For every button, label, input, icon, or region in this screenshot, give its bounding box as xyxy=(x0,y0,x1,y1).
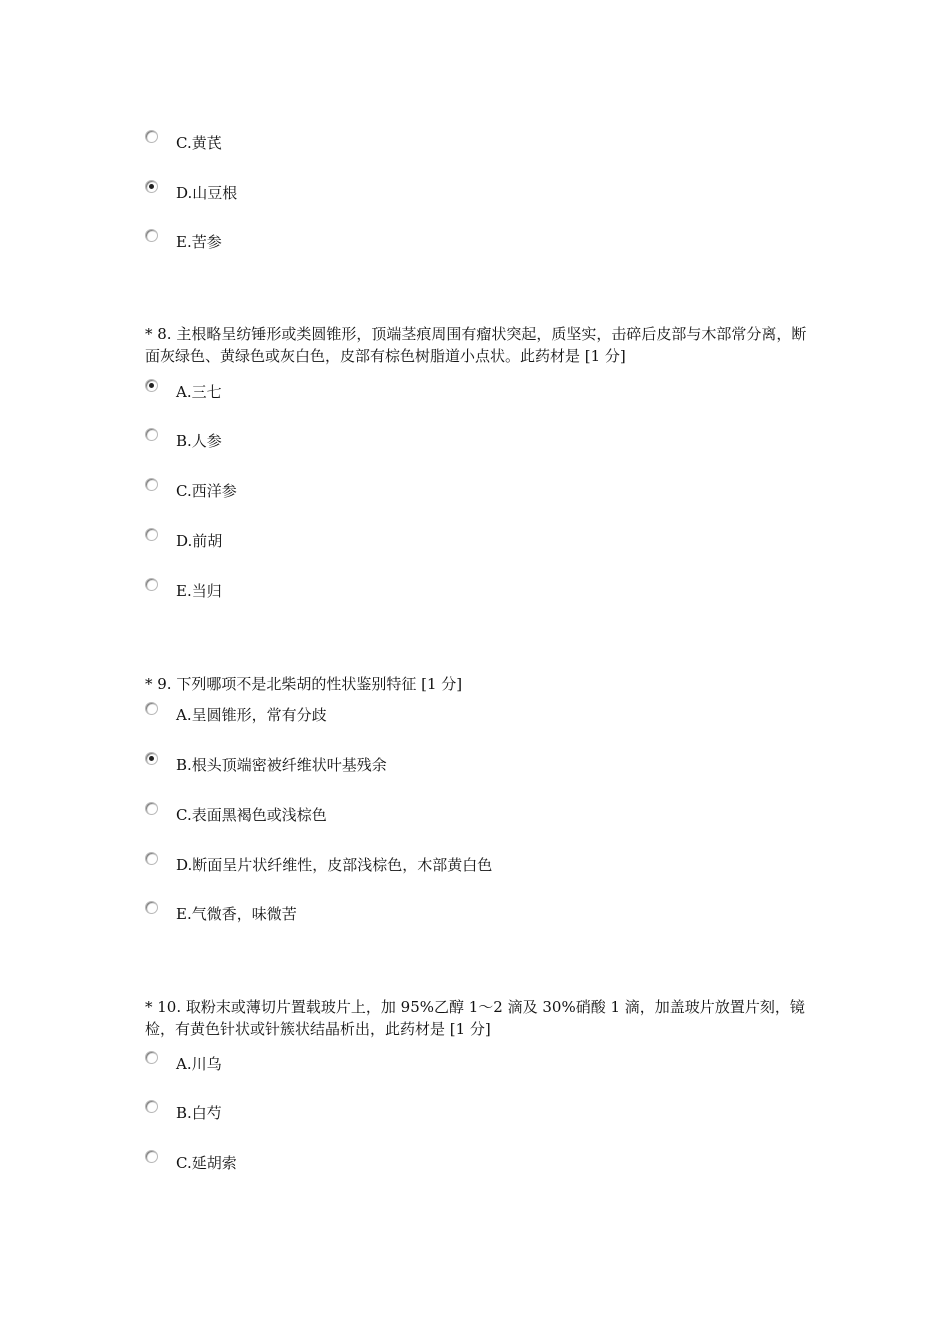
q9-option-c-radio[interactable] xyxy=(145,802,158,815)
q9-option-b-label: B.根头顶端密被纤维状叶基残余 xyxy=(176,756,387,774)
q9-option-d-radio[interactable] xyxy=(145,852,158,865)
q8-option-b-label: B.人参 xyxy=(176,432,222,450)
q8-option-e-radio[interactable] xyxy=(145,578,158,591)
q10-option-a-radio[interactable] xyxy=(145,1051,158,1064)
q10-option-c-radio[interactable] xyxy=(145,1150,158,1163)
q10-option-b-label: B.白芍 xyxy=(176,1104,222,1122)
q9-option-c-label: C.表面黑褐色或浅棕色 xyxy=(176,806,327,824)
q9-option-e-radio[interactable] xyxy=(145,901,158,914)
q10-option-c-label: C.延胡索 xyxy=(176,1154,237,1172)
q8-option-a-label: A.三七 xyxy=(176,383,222,401)
q7-option-d-radio[interactable] xyxy=(145,180,158,193)
q9-option-a-radio[interactable] xyxy=(145,702,158,715)
q8-option-d-radio[interactable] xyxy=(145,528,158,541)
q7-option-e-radio[interactable] xyxy=(145,229,158,242)
q7-option-d-label: D.山豆根 xyxy=(176,184,238,202)
q10-text: * 10. 取粉末或薄切片置载玻片上，加 95%乙醇 1～2 滴及 30%硝酸 1 滴，加盖玻片放置片刻，镜检，有黄色针状或针簇状结晶析出，此药材是 [1 分] xyxy=(145,998,805,1038)
q8-option-e-label: E.当归 xyxy=(176,582,222,600)
q10-option-a-label: A.川乌 xyxy=(176,1055,222,1073)
q7-option-c-radio[interactable] xyxy=(145,130,158,143)
q9-option-e-label: E.气微香，味微苦 xyxy=(176,905,297,923)
q8-option-d-label: D.前胡 xyxy=(176,532,223,550)
q9-option-d-label: D.断面呈片状纤维性，皮部浅棕色，木部黄白色 xyxy=(176,856,493,874)
q10-option-b-radio[interactable] xyxy=(145,1100,158,1113)
q8-text: * 8. 主根略呈纺锤形或类圆锥形，顶端茎痕周围有瘤状突起，质坚实，击碎后皮部与木部常分离，断面灰绿色、黄绿色或灰白色，皮部有棕色树脂道小点状。此药材是 [1 分] xyxy=(145,325,807,365)
q7-option-e-label: E.苦参 xyxy=(176,233,222,251)
q8-option-c-label: C.西洋参 xyxy=(176,482,237,500)
q9-text: * 9. 下列哪项不是北柴胡的性状鉴别特征 [1 分] xyxy=(145,675,463,693)
q8-option-c-radio[interactable] xyxy=(145,478,158,491)
q8-option-b-radio[interactable] xyxy=(145,428,158,441)
q7-option-c-label: C.黄芪 xyxy=(176,134,222,152)
q9-option-a-label: A.呈圆锥形，常有分歧 xyxy=(176,706,327,724)
q8-option-a-radio[interactable] xyxy=(145,379,158,392)
q9-option-b-radio[interactable] xyxy=(145,752,158,765)
